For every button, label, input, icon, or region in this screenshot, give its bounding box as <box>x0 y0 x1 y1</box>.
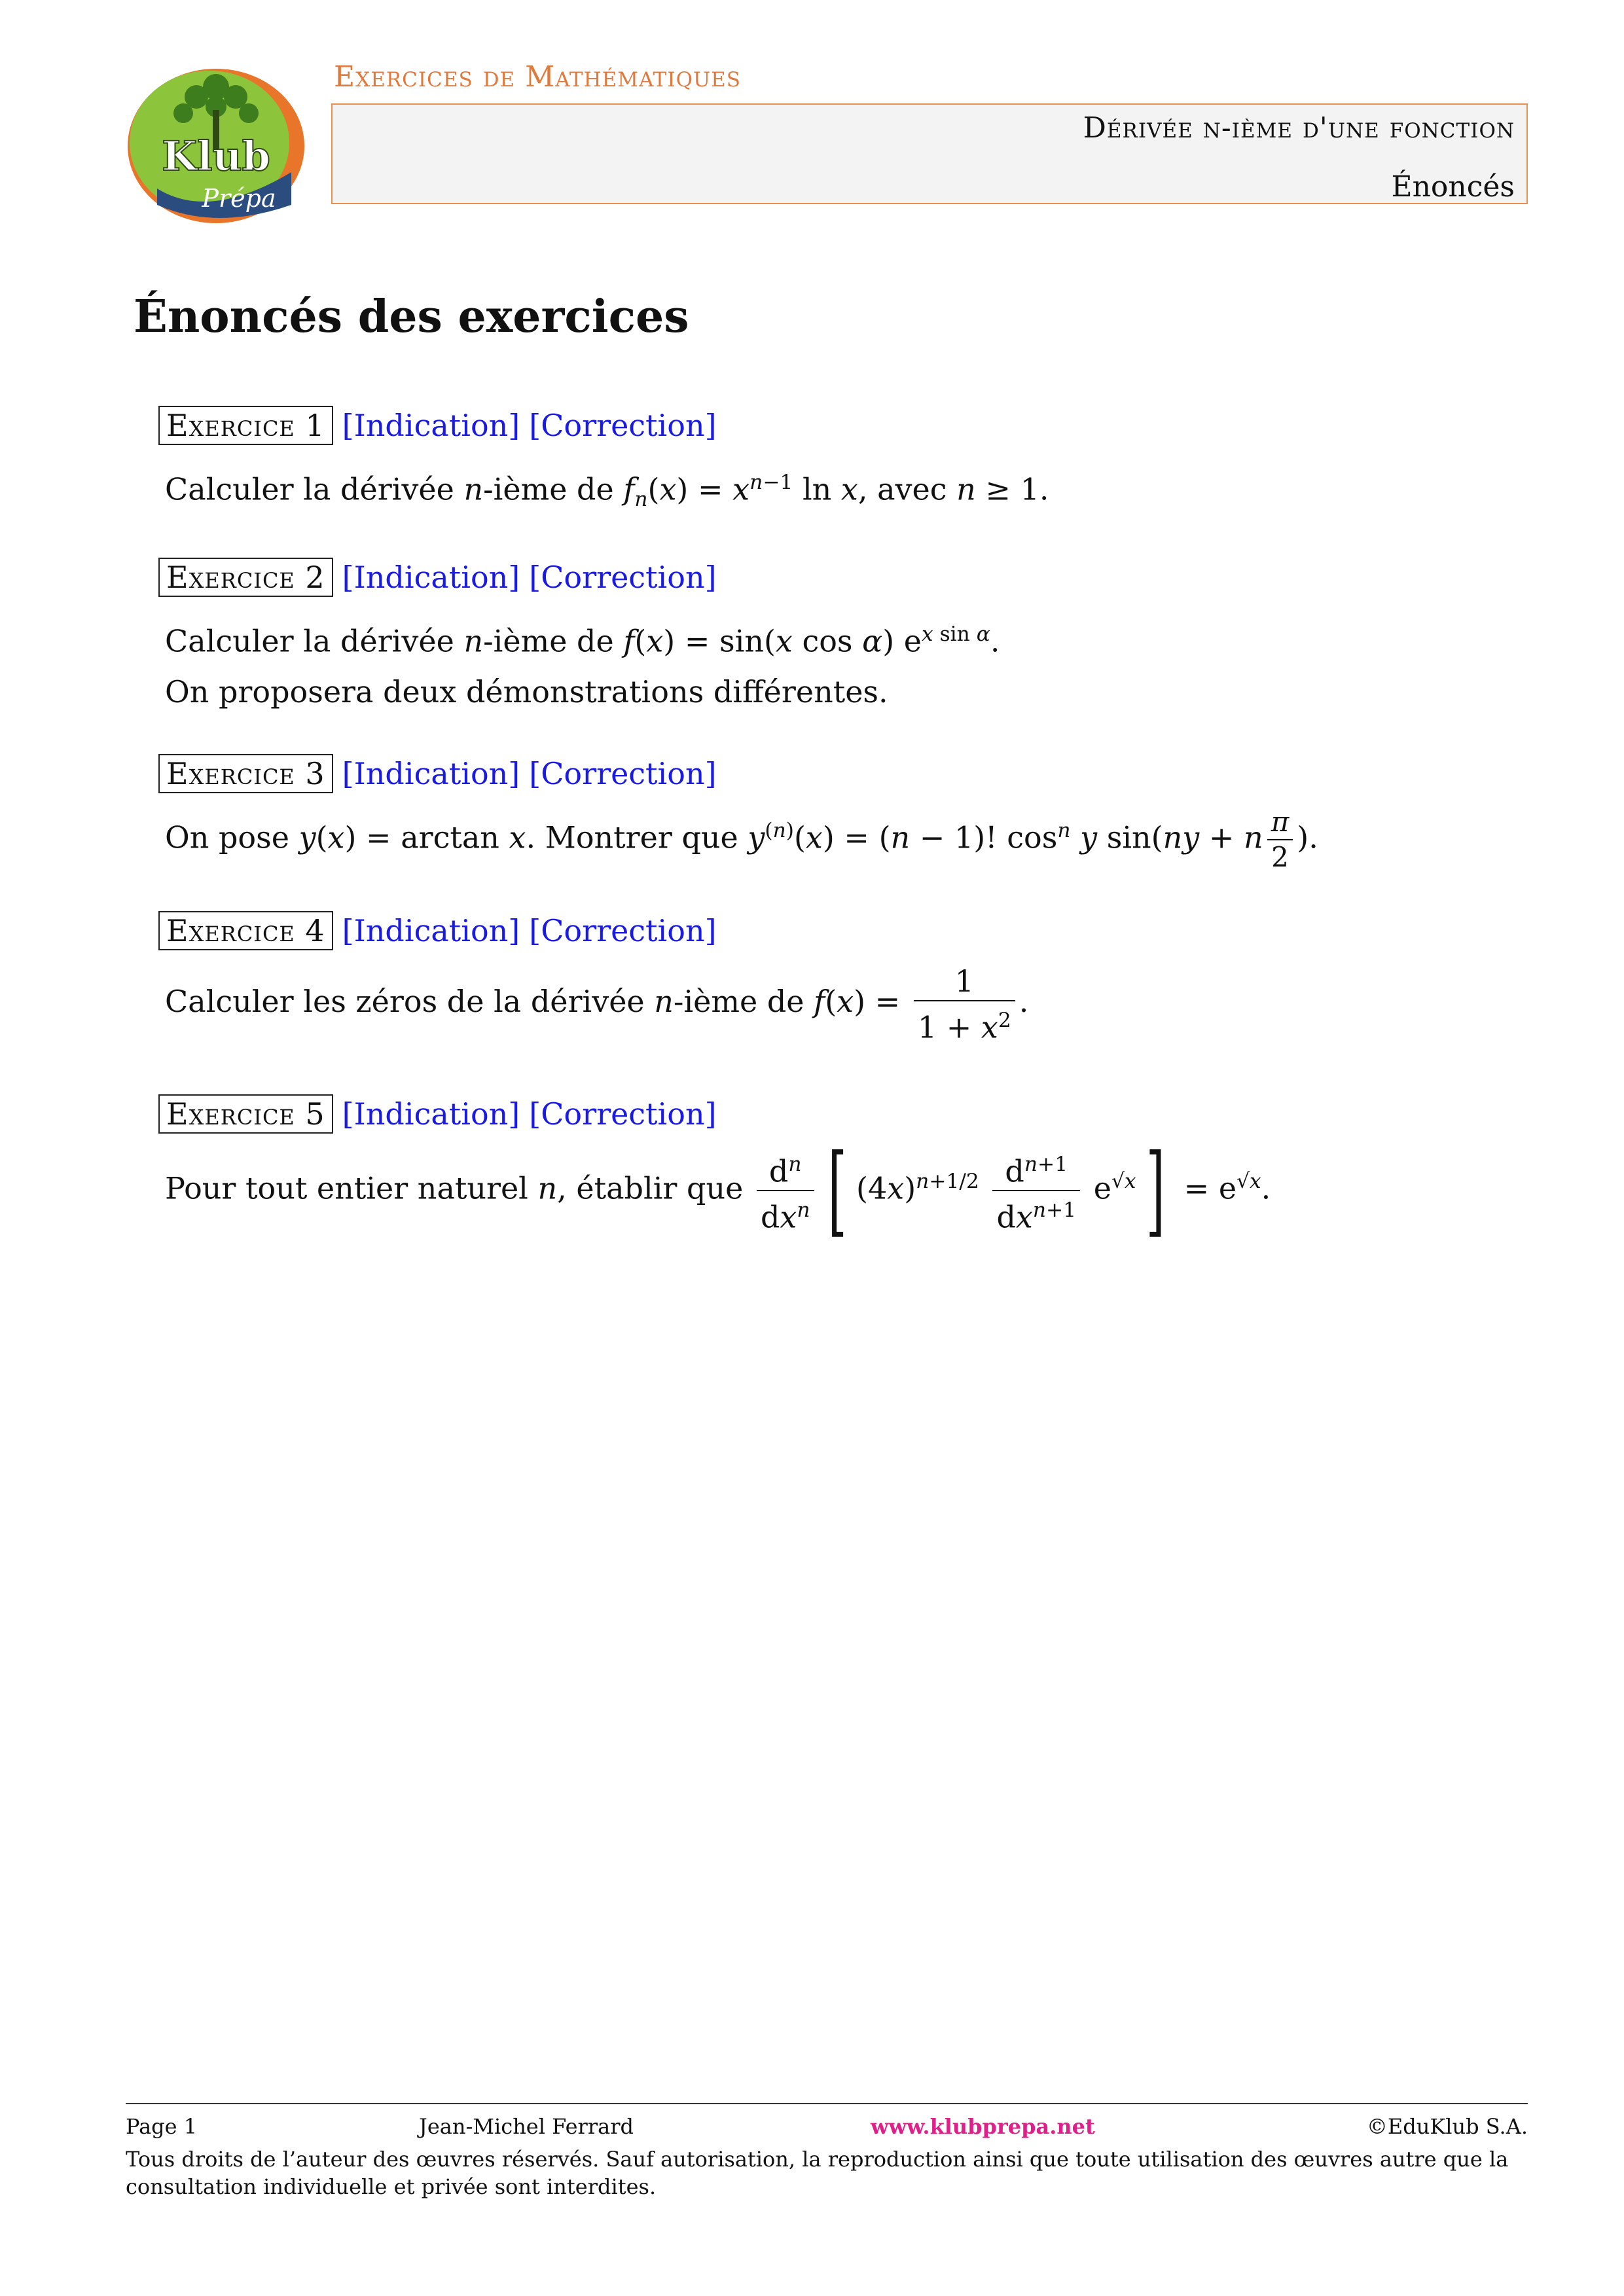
exercise-4 <box>158 911 1533 1046</box>
indication-link[interactable]: [Indication] <box>342 560 520 595</box>
indication-link[interactable]: [Indication] <box>342 408 520 443</box>
exercise-5 <box>158 1094 1533 1248</box>
footer-page: Page 1 <box>126 2114 198 2139</box>
indication-link[interactable]: [Indication] <box>342 1096 520 1132</box>
exercise-2 <box>158 558 1533 717</box>
exercise-statement: Calculer la dérivée n-ième de f(x) = sin(x cos α) $e^{x sin \alpha}$. On proposera deux démonstrations différentes. <box>165 622 1000 710</box>
exercise-label: Exercice 1 <box>158 406 333 445</box>
exercise-statement: Calculer les zéros de la dérivée n-ième de f(x) = $\frac{1}{1 + x^2}$ . <box>165 963 1029 1045</box>
footer-author: Jean-Michel Ferrard <box>419 2114 634 2139</box>
indication-link[interactable]: [Indication] <box>342 913 520 948</box>
correction-link[interactable]: [Correction] <box>529 756 717 791</box>
exercise-statement: On pose y(x) = arctan x. Montrer que $y^{(n)}(x) = (n - 1)$! $\cos^n y$ sin(ny + n $\frac{\pi}{2}$ ). <box>165 806 1318 874</box>
exercise-label: Exercice 2 <box>158 558 333 597</box>
footer-url[interactable]: www.klubprepa.net <box>871 2114 1095 2139</box>
correction-link[interactable]: [Correction] <box>529 560 717 595</box>
exercise-note: On proposera deux démonstrations différentes. <box>165 674 888 710</box>
header-topic: Dérivée n-ième d'une fonction <box>1083 111 1515 145</box>
footer-divider <box>126 2103 1528 2104</box>
exercise-1 <box>158 406 1533 526</box>
header-series: Exercices de Mathématiques <box>334 60 742 94</box>
exercise-statement: Calculer la dérivée n-ième de $f_n(x) = x^{n-1}$ ln x, avec n ≥ 1. <box>165 471 1049 512</box>
footer-notice: Tous droits de l’auteur des œuvres réservés. Sauf autorisation, la reproduction ainsi que toute utilisation des œuvres autre que la consultation individuelle et privée sont interdites. <box>126 2147 1509 2199</box>
exercise-statement: Pour tout entier naturel n, établir que $\frac{d^n}{dx^n}$ [ $(4x)^{n+1/2}$ $\frac{d^{n+1}}{dx^{n+1}}$ $e^{√x}] = e^{√x}$. <box>165 1134 1271 1248</box>
correction-link[interactable]: [Correction] <box>529 408 717 443</box>
svg-text:Prépa: Prépa <box>202 184 276 213</box>
klub-prepa-logo <box>118 58 314 228</box>
exercise-label: Exercice 5 <box>158 1094 333 1134</box>
exercise-3 <box>158 754 1533 874</box>
page-title: Énoncés des exercices <box>134 291 689 343</box>
correction-link[interactable]: [Correction] <box>529 1096 717 1132</box>
header-section: Énoncés <box>1391 170 1515 204</box>
svg-text:Klub: Klub <box>162 132 270 180</box>
footer-copyright: ©EduKlub S.A. <box>1366 2114 1528 2139</box>
exercise-label: Exercice 3 <box>158 754 333 793</box>
header-box <box>331 103 1528 204</box>
exercise-label: Exercice 4 <box>158 911 333 950</box>
correction-link[interactable]: [Correction] <box>529 913 717 948</box>
indication-link[interactable]: [Indication] <box>342 756 520 791</box>
